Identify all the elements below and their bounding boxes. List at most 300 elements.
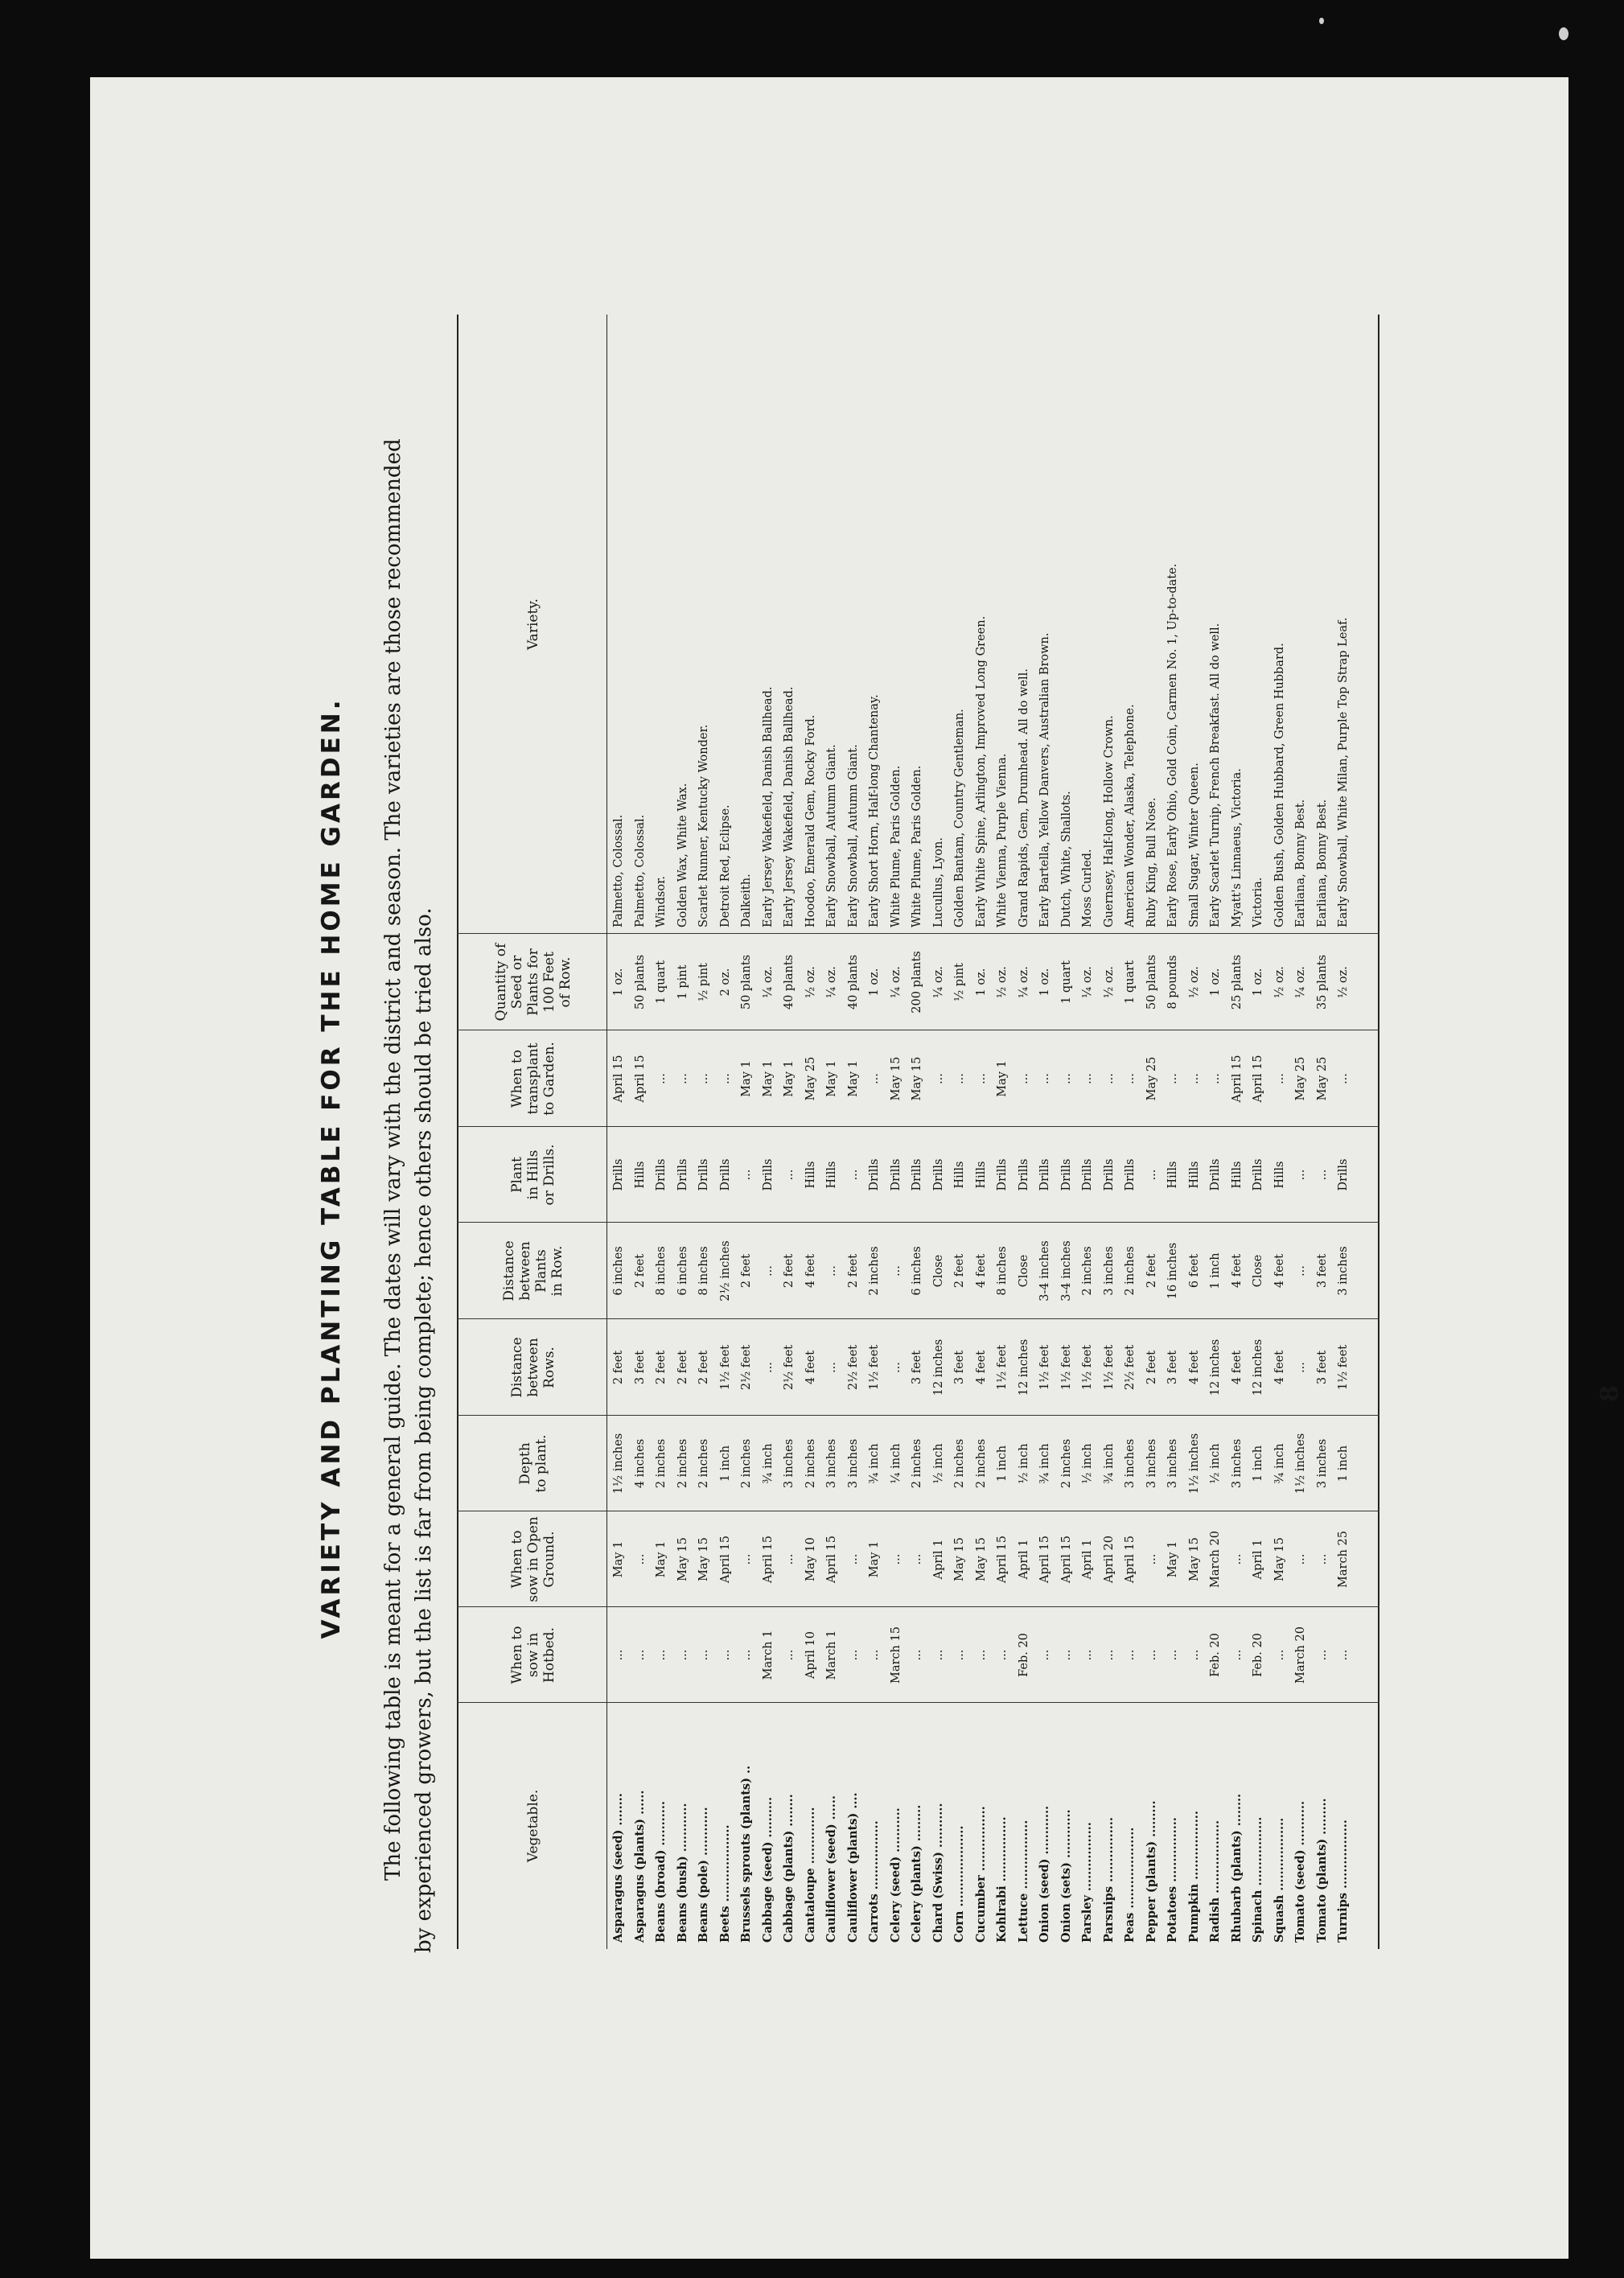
cell-row-distance: 4 feet: [1230, 1350, 1244, 1385]
cell-variety: Lucullus, Lyon.: [931, 837, 945, 927]
cell-open-ground: May 1: [868, 1540, 881, 1578]
table-row: [889, 315, 903, 1949]
cell-row-distance: 1½ feet: [1337, 1344, 1350, 1391]
cell-row-distance: ...: [825, 1362, 838, 1373]
table-row: [654, 315, 668, 1949]
cell-variety: Victoria.: [1252, 877, 1264, 927]
cell-transplant: ...: [1187, 1073, 1201, 1084]
cell-transplant: ...: [718, 1073, 732, 1084]
cell-hotbed: ...: [1166, 1649, 1179, 1661]
cell-hills-drills: Drills: [1337, 1158, 1350, 1191]
cell-open-ground: ...: [1315, 1553, 1329, 1565]
table-row: [718, 315, 733, 1949]
cell-row-distance: 4 feet: [1187, 1350, 1201, 1385]
table-row: [1315, 315, 1330, 1949]
cell-variety: White Plume, Paris Golden.: [889, 765, 902, 927]
cell-hotbed: ...: [1102, 1649, 1116, 1661]
cell-row-distance: 2½ feet: [740, 1344, 753, 1391]
cell-hills-drills: Drills: [889, 1158, 902, 1191]
page-title: VARIETY AND PLANTING TABLE FOR THE HOME GARDEN.: [317, 697, 346, 1639]
cell-quantity: 35 plants: [1315, 954, 1329, 1010]
cell-hills-drills: Hills: [804, 1161, 817, 1189]
cell-transplant: ...: [1081, 1073, 1094, 1084]
cell-transplant: May 15: [911, 1056, 923, 1101]
cell-variety: Earliana, Bonny Best.: [1315, 799, 1329, 927]
cell-quantity: 25 plants: [1230, 954, 1244, 1010]
header-quantity: Quantity of Seed or Plants for 100 Feet of Row.: [493, 943, 574, 1022]
cell-row-distance: 1½ feet: [996, 1344, 1009, 1391]
table-row: [761, 315, 775, 1949]
table-row: [867, 315, 882, 1949]
cell-open-ground: April 20: [1102, 1535, 1116, 1584]
header-plant-distance: Distance between Plants in Row.: [501, 1240, 565, 1301]
cell-open-ground: April 15: [1038, 1535, 1051, 1584]
cell-hills-drills: Hills: [953, 1161, 966, 1189]
cell-variety: Detroit Red, Eclipse.: [718, 804, 732, 927]
cell-plant-distance: ...: [889, 1265, 902, 1277]
cell-vegetable: Chard (Swiss) ...........: [931, 1803, 945, 1943]
cell-plant-distance: 3 feet: [1315, 1253, 1329, 1289]
paper-speck: [1319, 18, 1324, 24]
table-row: [974, 315, 989, 1949]
table-row: [611, 315, 626, 1949]
cell-plant-distance: 2 feet: [783, 1253, 796, 1289]
cell-vegetable: Celery (plants) .........: [910, 1804, 923, 1943]
header-hills-drills: Plant in Hills or Drills.: [509, 1144, 557, 1206]
cell-depth: 3 inches: [1230, 1438, 1244, 1489]
table-row: [931, 315, 946, 1949]
cell-plant-distance: 6 inches: [612, 1246, 625, 1296]
cell-variety: Early White Spine, Arlington, Improved Long Green.: [974, 615, 988, 927]
cell-row-distance: 2½ feet: [783, 1344, 796, 1391]
cell-vegetable: Cauliflower (seed) ......: [824, 1795, 838, 1943]
cell-quantity: ½ oz.: [1272, 966, 1286, 998]
cell-transplant: ...: [1017, 1073, 1030, 1084]
table-row: [739, 315, 754, 1949]
cell-quantity: ½ oz.: [996, 966, 1009, 998]
cell-transplant: ...: [1272, 1073, 1286, 1084]
cell-hills-drills: Hills: [1272, 1161, 1286, 1189]
cell-vegetable: Asparagus (seed) ........: [611, 1793, 625, 1943]
cell-hotbed: ...: [697, 1649, 710, 1661]
cell-plant-distance: 3 inches: [1102, 1246, 1116, 1296]
cell-hotbed: ...: [974, 1649, 988, 1661]
table-row: [1336, 315, 1351, 1949]
cell-plant-distance: 8 inches: [996, 1246, 1009, 1296]
cell-hotbed: ...: [1315, 1649, 1329, 1661]
header-variety: Variety.: [525, 598, 541, 651]
cell-transplant: ...: [1124, 1073, 1137, 1084]
cell-vegetable: Beans (pole) ............: [697, 1807, 710, 1943]
cell-plant-distance: 6 inches: [676, 1246, 689, 1296]
cell-row-distance: 1½ feet: [1102, 1344, 1116, 1391]
cell-depth: 1 inch: [996, 1445, 1009, 1482]
cell-vegetable: Onion (sets) ............: [1059, 1809, 1073, 1943]
cell-hills-drills: Drills: [1252, 1158, 1264, 1191]
cell-hills-drills: ...: [1145, 1169, 1158, 1181]
cell-hills-drills: Drills: [1209, 1158, 1222, 1191]
cell-hills-drills: ...: [740, 1169, 753, 1181]
cell-row-distance: 1½ feet: [1081, 1344, 1094, 1391]
cell-quantity: ¼ oz.: [1081, 966, 1094, 998]
cell-vegetable: Onion (seed) ............: [1038, 1805, 1051, 1943]
cell-depth: ¾ inch: [868, 1443, 881, 1484]
cell-quantity: ¼ oz.: [1017, 966, 1030, 998]
cell-quantity: 1 pint: [676, 964, 689, 1000]
cell-plant-distance: 3-4 inches: [1038, 1240, 1051, 1301]
cell-hotbed: March 15: [889, 1626, 902, 1684]
cell-quantity: 50 plants: [740, 954, 753, 1010]
cell-hotbed: ...: [1272, 1649, 1286, 1661]
intro-line-1: The following table is meant for a general guide. The dates will vary with the district and season. The varieties are those recommended: [381, 438, 405, 1881]
cell-transplant: ...: [1059, 1073, 1073, 1084]
cell-hills-drills: Drills: [931, 1158, 945, 1191]
cell-hotbed: ...: [1059, 1649, 1073, 1661]
cell-quantity: 1 oz.: [1038, 968, 1051, 997]
cell-depth: 2 inches: [655, 1438, 668, 1489]
cell-row-distance: 2 feet: [1145, 1350, 1158, 1385]
cell-hills-drills: Hills: [825, 1161, 838, 1189]
cell-open-ground: April 15: [718, 1535, 732, 1584]
cell-quantity: 40 plants: [846, 954, 860, 1010]
cell-transplant: May 1: [740, 1060, 753, 1097]
table-row: [1080, 315, 1095, 1949]
cell-hills-drills: Hills: [1230, 1161, 1244, 1189]
cell-transplant: ...: [931, 1073, 945, 1084]
cell-vegetable: Potatoes ................: [1166, 1817, 1179, 1943]
cell-variety: White Vienna, Purple Vienna.: [996, 753, 1009, 927]
table-row: [1038, 315, 1052, 1949]
cell-hotbed: March 1: [761, 1630, 775, 1680]
cell-hotbed: ...: [1337, 1649, 1350, 1661]
cell-transplant: April 15: [1230, 1055, 1244, 1103]
cell-hotbed: ...: [996, 1649, 1009, 1661]
cell-plant-distance: 6 inches: [911, 1246, 923, 1296]
cell-vegetable: Rhubarb (plants) ........: [1229, 1793, 1244, 1943]
cell-hotbed: Feb. 20: [1252, 1633, 1264, 1677]
cell-vegetable: Beans (broad) ...........: [654, 1801, 668, 1943]
cell-row-distance: 1½ feet: [1059, 1344, 1073, 1391]
table-row: [804, 315, 818, 1949]
cell-variety: Moss Curled.: [1081, 849, 1094, 927]
cell-hills-drills: ...: [846, 1169, 860, 1181]
rotated-page: [90, 77, 1624, 2259]
cell-vegetable: Tomato (plants) .........: [1314, 1798, 1329, 1943]
cell-hills-drills: Hills: [633, 1161, 647, 1189]
cell-transplant: ...: [697, 1073, 710, 1084]
cell-vegetable: Brussels sprouts (plants) ..: [739, 1765, 753, 1943]
cell-open-ground: ...: [783, 1553, 796, 1565]
cell-transplant: May 1: [783, 1060, 796, 1097]
cell-hills-drills: Drills: [911, 1158, 923, 1191]
cell-hotbed: ...: [868, 1649, 881, 1661]
cell-quantity: 1 oz.: [974, 968, 988, 997]
cell-hotbed: ...: [846, 1649, 860, 1661]
cell-vegetable: Squash ..................: [1272, 1817, 1286, 1943]
cell-hotbed: ...: [655, 1649, 668, 1661]
cell-variety: Dutch, White, Shallots.: [1059, 791, 1073, 927]
header-hotbed: When to sow in Hotbed.: [509, 1626, 557, 1684]
cell-quantity: ½ pint: [697, 963, 710, 1001]
cell-vegetable: Corn ....................: [952, 1825, 966, 1943]
cell-variety: American Wonder, Alaska, Telephone.: [1124, 704, 1137, 927]
cell-depth: 3 inches: [825, 1438, 838, 1489]
cell-plant-distance: 2 inches: [1081, 1246, 1094, 1296]
cell-vegetable: Beets ...................: [717, 1824, 732, 1943]
cell-row-distance: 3 feet: [1166, 1350, 1179, 1385]
cell-depth: 1½ inches: [1187, 1433, 1201, 1495]
table-row: [676, 315, 690, 1949]
cell-variety: Earliana, Bonny Best.: [1294, 799, 1307, 927]
cell-plant-distance: 3-4 inches: [1059, 1240, 1073, 1301]
table-row: [697, 315, 711, 1949]
cell-vegetable: Kohlrabi ................: [995, 1816, 1009, 1943]
cell-open-ground: April 15: [761, 1535, 775, 1584]
cell-hills-drills: Drills: [1017, 1158, 1030, 1191]
cell-open-ground: ...: [740, 1553, 753, 1565]
cell-row-distance: 12 inches: [1252, 1338, 1264, 1396]
cell-quantity: 200 plants: [911, 951, 923, 1014]
cell-vegetable: Celery (seed) ...........: [888, 1807, 902, 1943]
header-depth: Depth to plant.: [517, 1434, 549, 1493]
cell-variety: Golden Bantam, Country Gentleman.: [953, 709, 966, 927]
cell-quantity: 40 plants: [783, 954, 796, 1010]
cell-vegetable: Cabbage (plants) ........: [782, 1794, 796, 1943]
table-row: [846, 315, 861, 1949]
cell-plant-distance: 8 inches: [655, 1246, 668, 1296]
cell-depth: ½ inch: [1209, 1443, 1222, 1484]
cell-hotbed: ...: [676, 1649, 689, 1661]
cell-hotbed: March 1: [825, 1630, 838, 1680]
table-row: [995, 315, 1009, 1949]
table-row: [824, 315, 839, 1949]
cell-open-ground: May 15: [697, 1537, 710, 1581]
cell-quantity: ¼ oz.: [931, 966, 945, 998]
cell-row-distance: 4 feet: [974, 1350, 988, 1385]
cell-vegetable: Beans (bush) ............: [675, 1803, 689, 1943]
table-row: [1208, 315, 1223, 1949]
table-row: [952, 315, 967, 1949]
table-row: [1293, 315, 1308, 1949]
cell-open-ground: April 15: [825, 1535, 838, 1584]
cell-variety: Scarlet Runner, Kentucky Wonder.: [697, 724, 710, 927]
table-row: [1123, 315, 1137, 1949]
cell-open-ground: April 15: [1124, 1535, 1137, 1584]
cell-quantity: 1 oz.: [612, 968, 625, 997]
cell-open-ground: May 1: [612, 1540, 625, 1578]
cell-transplant: April 15: [612, 1055, 625, 1103]
cell-hotbed: ...: [911, 1649, 923, 1661]
cell-variety: Golden Wax, White Wax.: [676, 783, 689, 927]
cell-hills-drills: ...: [783, 1169, 796, 1181]
cell-variety: Early Rose, Early Ohio, Gold Coin, Carmen No. 1, Up-to-date.: [1166, 563, 1179, 927]
cell-variety: Early Snowball, Autumn Giant.: [825, 744, 838, 927]
cell-depth: ¾ inch: [1038, 1443, 1051, 1484]
cell-variety: Early Jersey Wakefield, Danish Ballhead.: [783, 686, 796, 927]
cell-row-distance: 2½ feet: [846, 1344, 860, 1391]
cell-hills-drills: Hills: [974, 1161, 988, 1189]
cell-quantity: 8 pounds: [1166, 955, 1179, 1009]
cell-plant-distance: 2 feet: [1145, 1253, 1158, 1289]
cell-hotbed: ...: [740, 1649, 753, 1661]
cell-quantity: ¼ oz.: [825, 966, 838, 998]
cell-open-ground: May 1: [655, 1540, 668, 1578]
cell-variety: Small Sugar, Winter Queen.: [1187, 763, 1201, 927]
cell-hills-drills: Drills: [1059, 1158, 1073, 1191]
table-bottom-rule: [1378, 315, 1379, 1949]
cell-variety: Myatt's Linnaeus, Victoria.: [1230, 768, 1244, 927]
cell-plant-distance: 8 inches: [697, 1246, 710, 1296]
cell-hotbed: ...: [953, 1649, 966, 1661]
cell-transplant: ...: [655, 1073, 668, 1084]
paper-speck: [1559, 27, 1568, 40]
cell-row-distance: 2 feet: [655, 1350, 668, 1385]
table-top-rule: [457, 315, 458, 1949]
cell-variety: Early Short Horn, Half-long Chantenay.: [868, 694, 881, 927]
cell-plant-distance: 4 feet: [1230, 1253, 1244, 1289]
cell-row-distance: 2 feet: [676, 1350, 689, 1385]
cell-hills-drills: Drills: [1102, 1158, 1116, 1191]
cell-quantity: ½ pint: [953, 963, 966, 1001]
cell-vegetable: Parsnips ................: [1101, 1817, 1116, 1943]
cell-plant-distance: 2 feet: [633, 1253, 647, 1289]
cell-transplant: May 1: [761, 1060, 775, 1097]
cell-vegetable: Spinach .................: [1251, 1816, 1264, 1943]
cell-hotbed: ...: [1145, 1649, 1158, 1661]
cell-plant-distance: 4 feet: [804, 1253, 817, 1289]
cell-quantity: 2 oz.: [718, 968, 732, 997]
cell-vegetable: Pumpkin .................: [1186, 1811, 1201, 1943]
cell-variety: Early Jersey Wakefield, Danish Ballhead.: [761, 686, 775, 927]
cell-plant-distance: 2½ inches: [718, 1240, 732, 1301]
cell-hills-drills: ...: [1294, 1169, 1307, 1181]
cell-plant-distance: ...: [761, 1265, 775, 1277]
cell-row-distance: 4 feet: [1272, 1350, 1286, 1385]
cell-vegetable: Cauliflower (plants) ....: [845, 1792, 860, 1943]
cell-depth: 2 inches: [804, 1438, 817, 1489]
cell-variety: Grand Rapids, Gem, Drumhead. All do well.: [1017, 668, 1030, 927]
cell-transplant: ...: [1102, 1073, 1116, 1084]
cell-open-ground: April 1: [931, 1539, 945, 1580]
cell-variety: Palmetto, Colossal.: [633, 814, 647, 927]
cell-row-distance: 12 inches: [1017, 1338, 1030, 1396]
cell-depth: 2 inches: [953, 1438, 966, 1489]
cell-hills-drills: Drills: [718, 1158, 732, 1191]
cell-hotbed: ...: [1038, 1649, 1051, 1661]
cell-depth: 1 inch: [718, 1445, 732, 1482]
cell-hills-drills: Drills: [1124, 1158, 1137, 1191]
cell-hills-drills: Drills: [697, 1158, 710, 1191]
cell-plant-distance: 2 inches: [1124, 1246, 1137, 1296]
cell-depth: 2 inches: [911, 1438, 923, 1489]
cell-transplant: ...: [1209, 1073, 1222, 1084]
cell-depth: 2 inches: [1059, 1438, 1073, 1489]
cell-plant-distance: ...: [1294, 1265, 1307, 1277]
cell-vegetable: Asparagus (plants) ......: [632, 1790, 647, 1943]
cell-row-distance: 2 feet: [612, 1350, 625, 1385]
cell-quantity: 1 oz.: [1252, 968, 1264, 997]
cell-variety: Early Snowball, White Milan, Purple Top Strap Leaf.: [1337, 617, 1350, 927]
cell-vegetable: Cantaloupe ..............: [803, 1807, 817, 1943]
cell-depth: 3 inches: [846, 1438, 860, 1489]
page-number: 8: [1596, 1385, 1624, 1402]
cell-transplant: ...: [676, 1073, 689, 1084]
cell-hills-drills: ...: [1315, 1169, 1329, 1181]
table-row: [1059, 315, 1074, 1949]
cell-plant-distance: 2 inches: [868, 1246, 881, 1296]
cell-quantity: ½ oz.: [1102, 966, 1116, 998]
cell-plant-distance: 4 feet: [974, 1253, 988, 1289]
cell-row-distance: ...: [1294, 1362, 1307, 1373]
cell-row-distance: ...: [889, 1362, 902, 1373]
cell-open-ground: May 1: [1166, 1540, 1179, 1578]
cell-row-distance: 3 feet: [911, 1350, 923, 1385]
cell-row-distance: 3 feet: [633, 1350, 647, 1385]
cell-variety: Dalkeith.: [740, 874, 753, 927]
cell-transplant: May 1: [825, 1060, 838, 1097]
cell-vegetable: Cucumber ................: [973, 1806, 988, 1943]
cell-hotbed: ...: [718, 1649, 732, 1661]
cell-vegetable: Pepper (plants) .........: [1144, 1800, 1158, 1943]
cell-hills-drills: Drills: [655, 1158, 668, 1191]
cell-variety: Golden Bush, Golden Hubbard, Green Hubbard.: [1272, 643, 1286, 927]
cell-hotbed: April 10: [804, 1630, 817, 1680]
table-row: [1272, 315, 1287, 1949]
cell-hotbed: ...: [612, 1649, 625, 1661]
cell-open-ground: March 25: [1337, 1531, 1350, 1588]
cell-depth: 1½ inches: [1294, 1433, 1307, 1495]
cell-row-distance: 1½ feet: [868, 1344, 881, 1391]
cell-quantity: ½ oz.: [1337, 966, 1350, 998]
cell-transplant: April 15: [1252, 1055, 1264, 1103]
cell-row-distance: 12 inches: [1209, 1338, 1222, 1396]
cell-transplant: ...: [953, 1073, 966, 1084]
cell-depth: 2 inches: [697, 1438, 710, 1489]
cell-transplant: ...: [1166, 1073, 1179, 1084]
cell-variety: Guernsey, Half-long, Hollow Crown.: [1102, 715, 1116, 927]
cell-variety: Early Scarlet Turnip, French Breakfast. All do well.: [1209, 623, 1222, 927]
cell-hotbed: ...: [1230, 1649, 1244, 1661]
cell-plant-distance: 3 inches: [1337, 1246, 1350, 1296]
cell-open-ground: May 15: [953, 1537, 966, 1581]
cell-variety: Early Snowball, Autumn Giant.: [846, 744, 860, 927]
cell-quantity: 1 quart: [655, 960, 668, 1004]
cell-quantity: ¼ oz.: [1294, 966, 1307, 998]
cell-hotbed: Feb. 20: [1209, 1633, 1222, 1677]
cell-depth: 2 inches: [676, 1438, 689, 1489]
cell-depth: ½ inch: [931, 1443, 945, 1484]
cell-open-ground: April 15: [996, 1535, 1009, 1584]
cell-row-distance: 1½ feet: [1038, 1344, 1051, 1391]
cell-open-ground: May 15: [974, 1537, 988, 1581]
cell-plant-distance: 1 inch: [1209, 1252, 1222, 1289]
cell-vegetable: Tomato (seed) ...........: [1293, 1800, 1307, 1943]
cell-hills-drills: Drills: [676, 1158, 689, 1191]
cell-plant-distance: 2 feet: [740, 1253, 753, 1289]
cell-plant-distance: 6 feet: [1187, 1253, 1201, 1289]
table-row: [1166, 315, 1180, 1949]
cell-open-ground: March 20: [1209, 1531, 1222, 1588]
cell-transplant: ...: [1038, 1073, 1051, 1084]
cell-vegetable: Turnips .................: [1336, 1820, 1350, 1943]
cell-depth: ½ inch: [1017, 1443, 1030, 1484]
table-row: [633, 315, 648, 1949]
table-row: [1145, 315, 1159, 1949]
cell-open-ground: April 1: [1017, 1539, 1030, 1580]
header-rule: [606, 315, 607, 1949]
cell-plant-distance: Close: [931, 1254, 945, 1288]
cell-quantity: ½ oz.: [804, 966, 817, 998]
